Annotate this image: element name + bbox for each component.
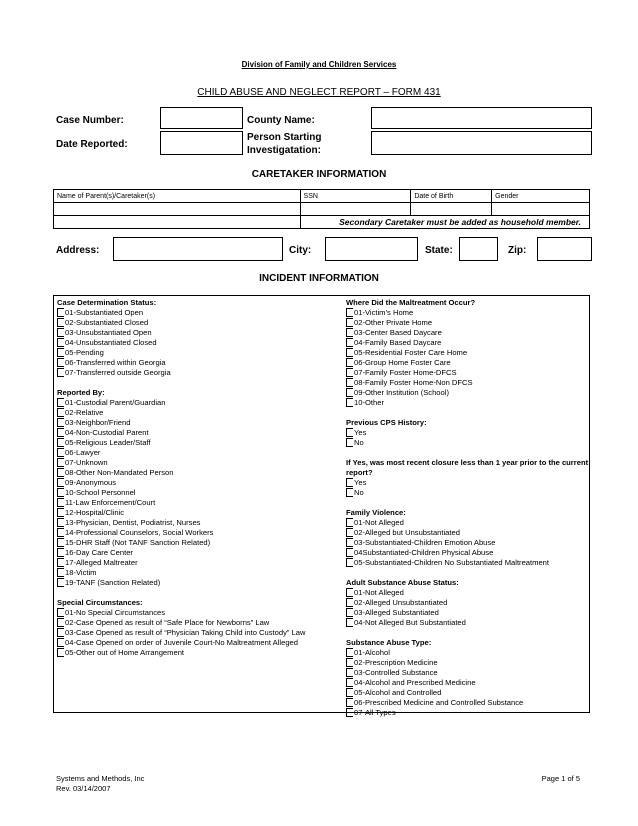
group-title: Previous CPS History:: [346, 418, 427, 427]
checkbox-icon[interactable]: [346, 398, 353, 407]
checkbox-option[interactable]: [346, 398, 589, 408]
checkbox-icon[interactable]: [57, 608, 64, 617]
checkbox-option[interactable]: [346, 668, 589, 678]
col-header-dob: Date of Birth: [411, 190, 492, 203]
option-label: 07-Family Foster Home-DFCS: [354, 368, 457, 377]
checkbox-icon[interactable]: [346, 588, 353, 597]
checkbox-icon[interactable]: [57, 448, 64, 457]
option-label: 07-Transferred outside Georgia: [65, 368, 171, 377]
checkbox-option[interactable]: [57, 538, 343, 548]
checkbox-option[interactable]: [346, 678, 589, 688]
option-label: 02-Alleged but Unsubstantiated: [354, 528, 460, 537]
option-label: 02-Relative: [65, 408, 104, 417]
option-label: 05-Alcohol and Controlled: [354, 688, 442, 697]
option-label: 05-Other out of Home Arrangement: [65, 648, 185, 657]
option-label: 01-Victim’s Home: [354, 308, 414, 317]
checkbox-option[interactable]: [57, 438, 343, 448]
checkbox-option[interactable]: [57, 358, 343, 368]
option-label: No: [354, 438, 364, 447]
checkbox-option[interactable]: [57, 528, 343, 538]
option-label: 04-Family Based Daycare: [354, 338, 442, 347]
checkbox-option[interactable]: [57, 368, 343, 378]
option-label: 08-Family Foster Home-Non DFCS: [354, 378, 473, 387]
col-header-ssn: SSN: [300, 190, 411, 203]
checkbox-icon[interactable]: [57, 328, 64, 337]
checkbox-option[interactable]: [57, 558, 343, 568]
checkbox-option[interactable]: [57, 608, 343, 618]
checkbox-option[interactable]: [57, 568, 343, 578]
checkbox-option[interactable]: [57, 578, 343, 588]
checkbox-icon[interactable]: [346, 648, 353, 657]
option-label: 02-Case Opened as result of “Safe Place for Newborns” Law: [65, 618, 270, 627]
checkbox-icon[interactable]: [57, 518, 64, 527]
option-label: 05-Religious Leader/Staff: [65, 438, 151, 447]
caretaker-dob-cell[interactable]: [411, 203, 492, 216]
checkbox-option[interactable]: [346, 688, 589, 698]
checkbox-option[interactable]: [346, 428, 589, 438]
checkbox-icon[interactable]: [57, 498, 64, 507]
checkbox-option[interactable]: [57, 648, 343, 658]
option-label: 05-Substantiated-Children No Substantiated Maltreatment: [354, 558, 550, 567]
group-title: Substance Abuse Type:: [346, 638, 432, 647]
incident-right-column: [346, 298, 589, 718]
col-header-gender: Gender: [492, 190, 590, 203]
date-reported-field[interactable]: [160, 131, 243, 155]
checkbox-option[interactable]: [57, 348, 343, 358]
group-adult-substance-abuse-status: [346, 578, 589, 628]
checkbox-icon[interactable]: [57, 398, 64, 407]
caretaker-gender-cell[interactable]: [492, 203, 590, 216]
checkbox-icon[interactable]: [346, 338, 353, 347]
checkbox-option[interactable]: [346, 538, 589, 548]
checkbox-icon[interactable]: [346, 658, 353, 667]
checkbox-icon[interactable]: [346, 608, 353, 617]
checkbox-option[interactable]: [57, 398, 343, 408]
checkbox-option[interactable]: [57, 448, 343, 458]
checkbox-icon[interactable]: [57, 638, 64, 647]
checkbox-icon[interactable]: [346, 348, 353, 357]
checkbox-option[interactable]: [57, 518, 343, 528]
checkbox-icon[interactable]: [57, 348, 64, 357]
checkbox-icon[interactable]: [346, 558, 353, 567]
checkbox-icon[interactable]: [346, 308, 353, 317]
checkbox-option[interactable]: [346, 328, 589, 338]
county-name-field[interactable]: [371, 107, 592, 129]
checkbox-option[interactable]: [57, 428, 343, 438]
checkbox-option[interactable]: [346, 308, 589, 318]
footer-page-number: Page 1 of 5: [541, 774, 580, 783]
option-label: 04-Case Opened on order of Juvenile Court-No Maltreatment Alleged: [65, 638, 299, 647]
zip-field[interactable]: [537, 237, 592, 261]
checkbox-icon[interactable]: [346, 598, 353, 607]
checkbox-icon[interactable]: [57, 458, 64, 467]
checkbox-icon[interactable]: [346, 318, 353, 327]
group-where-did-the-maltreatment-occur: [346, 298, 589, 408]
option-label: 02-Alleged Unsubstantiated: [354, 598, 448, 607]
checkbox-option[interactable]: [346, 698, 589, 708]
incident-panel: [53, 295, 590, 717]
footer-company: Systems and Methods, Inc: [56, 774, 145, 783]
option-label: 13-Physician, Dentist, Podiatrist, Nurses: [65, 518, 201, 527]
option-label: 10-Other: [354, 398, 384, 407]
caretaker-note-row: [54, 216, 590, 229]
case-number-field[interactable]: [160, 107, 243, 129]
option-label: 16-Day Care Center: [65, 548, 133, 557]
checkbox-option[interactable]: [57, 328, 343, 338]
option-label: 10-School Personnel: [65, 488, 136, 497]
checkbox-icon[interactable]: [57, 548, 64, 557]
checkbox-icon[interactable]: [346, 358, 353, 367]
group-family-violence: [346, 508, 589, 568]
checkbox-icon[interactable]: [57, 538, 64, 547]
option-label: 03-Neighbor/Friend: [65, 418, 131, 427]
checkbox-option[interactable]: [57, 408, 343, 418]
option-label: 02-Other Private Home: [354, 318, 433, 327]
option-label: 03-Case Opened as result of “Physician Taking Child into Custody” Law: [65, 628, 306, 637]
checkbox-option[interactable]: [346, 338, 589, 348]
secondary-caretaker-note: Secondary Caretaker must be added as household member.: [300, 216, 589, 229]
option-label: 04-Unsubstantiated Closed: [65, 338, 157, 347]
checkbox-icon[interactable]: [57, 568, 64, 577]
option-label: 12-Hospital/Clinic: [65, 508, 125, 517]
checkbox-option[interactable]: [57, 308, 343, 318]
option-label: 09-Other Institution (School): [354, 388, 449, 397]
checkbox-icon[interactable]: [57, 338, 64, 347]
option-label: 06-Lawyer: [65, 448, 101, 457]
option-label: 04Substantiated-Children Physical Abuse: [354, 548, 494, 557]
option-label: Yes: [354, 428, 367, 437]
checkbox-icon[interactable]: [57, 438, 64, 447]
checkbox-icon[interactable]: [346, 678, 353, 687]
checkbox-option[interactable]: [346, 518, 589, 528]
checkbox-icon[interactable]: [346, 668, 353, 677]
checkbox-option[interactable]: [346, 648, 589, 658]
checkbox-icon[interactable]: [346, 488, 353, 497]
checkbox-icon[interactable]: [57, 478, 64, 487]
group-title: Special Circumstances:: [57, 598, 143, 607]
checkbox-option[interactable]: [346, 618, 589, 628]
checkbox-option[interactable]: [57, 618, 343, 628]
checkbox-option[interactable]: [57, 508, 343, 518]
checkbox-icon[interactable]: [57, 648, 64, 657]
group-title: Family Violence:: [346, 508, 406, 517]
caretaker-row: [54, 203, 590, 216]
option-label: Yes: [354, 478, 367, 487]
option-label: 06-Group Home Foster Care: [354, 358, 451, 367]
checkbox-option[interactable]: [57, 418, 343, 428]
checkbox-icon[interactable]: [346, 708, 353, 717]
option-label: 18-Victim: [65, 568, 97, 577]
option-label: 01-Substantiated Open: [65, 308, 144, 317]
option-label: 01-Not Alleged: [354, 518, 404, 527]
option-label: 05-Residential Foster Care Home: [354, 348, 468, 357]
address-field[interactable]: [113, 237, 283, 261]
checkbox-icon[interactable]: [57, 418, 64, 427]
group-title: Adult Substance Abuse Status:: [346, 578, 459, 587]
checkbox-option[interactable]: [346, 488, 589, 498]
option-label: 01-Alcohol: [354, 648, 390, 657]
option-label: 01-No Special Circumstances: [65, 608, 166, 617]
incident-section-title: INCIDENT INFORMATION: [259, 273, 379, 284]
checkbox-option[interactable]: [346, 588, 589, 598]
checkbox-icon[interactable]: [57, 428, 64, 437]
checkbox-icon[interactable]: [57, 308, 64, 317]
checkbox-option[interactable]: [346, 558, 589, 568]
checkbox-option[interactable]: [346, 438, 589, 448]
option-label: 03-Controlled Substance: [354, 668, 438, 677]
caretaker-header-row: [54, 190, 590, 203]
checkbox-option[interactable]: [346, 378, 589, 388]
checkbox-option[interactable]: [346, 368, 589, 378]
option-label: 08-Other Non-Mandated Person: [65, 468, 174, 477]
checkbox-option[interactable]: [57, 468, 343, 478]
option-label: 03-Substantiated-Children Emotion Abuse: [354, 538, 496, 547]
checkbox-icon[interactable]: [346, 698, 353, 707]
checkbox-option[interactable]: [57, 318, 343, 328]
form-title: CHILD ABUSE AND NEGLECT REPORT – FORM 431: [197, 87, 441, 98]
checkbox-icon[interactable]: [346, 518, 353, 527]
group-title: Case Determination Status:: [57, 298, 157, 307]
address-label: Address:: [56, 245, 100, 256]
date-reported-label: Date Reported:: [56, 139, 128, 150]
option-label: 02-Substantiated Closed: [65, 318, 149, 327]
option-label: 09-Anonymous: [65, 478, 117, 487]
checkbox-icon[interactable]: [57, 408, 64, 417]
col-header-name: Name of Parent(s)/Caretaker(s): [54, 190, 301, 203]
checkbox-icon[interactable]: [346, 528, 353, 537]
checkbox-icon[interactable]: [57, 358, 64, 367]
state-label: State:: [425, 245, 453, 256]
footer-revision: Rev. 03/14/2007: [56, 784, 111, 793]
option-label: 15-DHR Staff (Not TANF Sanction Related): [65, 538, 211, 547]
checkbox-icon[interactable]: [346, 368, 353, 377]
checkbox-option[interactable]: [57, 338, 343, 348]
checkbox-icon[interactable]: [346, 548, 353, 557]
checkbox-icon[interactable]: [57, 368, 64, 377]
caretaker-blank-cell: [54, 216, 301, 229]
case-number-label: Case Number:: [56, 115, 124, 126]
group-case-determination-status: [57, 298, 343, 378]
checkbox-icon[interactable]: [346, 378, 353, 387]
checkbox-option[interactable]: [346, 318, 589, 328]
zip-label: Zip:: [508, 245, 527, 256]
group-substance-abuse-type: [346, 638, 589, 718]
checkbox-icon[interactable]: [346, 538, 353, 547]
group-previous-cps-history: [346, 418, 589, 448]
county-name-label: County Name:: [247, 115, 315, 126]
checkbox-option[interactable]: [57, 488, 343, 498]
checkbox-option[interactable]: [346, 598, 589, 608]
incident-left-column: [57, 298, 343, 658]
group-reported-by: [57, 388, 343, 588]
checkbox-icon[interactable]: [346, 428, 353, 437]
checkbox-icon[interactable]: [346, 328, 353, 337]
checkbox-option[interactable]: [57, 638, 343, 648]
option-label: 03-Alleged Substantiated: [354, 608, 439, 617]
option-label: 03-Unsubstantiated Open: [65, 328, 152, 337]
checkbox-icon[interactable]: [346, 618, 353, 627]
option-label: 01-Not Alleged: [354, 588, 404, 597]
option-label: 19-TANF (Sanction Related): [65, 578, 161, 587]
option-label: 02-Prescription Medicine: [354, 658, 438, 667]
option-label: 04-Alcohol and Prescribed Medicine: [354, 678, 476, 687]
checkbox-option[interactable]: [346, 658, 589, 668]
division-heading: Division of Family and Children Services: [241, 60, 397, 69]
caretaker-section-title: CARETAKER INFORMATION: [251, 169, 387, 180]
checkbox-option[interactable]: [57, 478, 343, 488]
checkbox-icon[interactable]: [57, 488, 64, 497]
checkbox-icon[interactable]: [57, 628, 64, 637]
checkbox-option[interactable]: [346, 548, 589, 558]
checkbox-icon[interactable]: [346, 688, 353, 697]
checkbox-option[interactable]: [57, 548, 343, 558]
checkbox-icon[interactable]: [57, 468, 64, 477]
checkbox-option[interactable]: [346, 478, 589, 488]
checkbox-option[interactable]: [346, 358, 589, 368]
option-label: 05-Pending: [65, 348, 104, 357]
person-starting-label: Person Starting Investigatation:: [247, 132, 322, 156]
option-label: 06-Prescribed Medicine and Controlled Substance: [354, 698, 524, 707]
checkbox-icon[interactable]: [346, 388, 353, 397]
option-label: No: [354, 488, 364, 497]
state-field[interactable]: [459, 237, 498, 261]
option-label: 06-Transferred within Georgia: [65, 358, 166, 367]
caretaker-name-cell[interactable]: [54, 203, 301, 216]
caretaker-ssn-cell[interactable]: [300, 203, 411, 216]
option-label: 11-Law Enforcement/Court: [65, 498, 156, 507]
checkbox-icon[interactable]: [57, 528, 64, 537]
option-label: 07-Unknown: [65, 458, 108, 467]
group-if-yes-was-most-recent-closure-less-than: [346, 458, 589, 498]
group-special-circumstances: [57, 598, 343, 658]
city-field[interactable]: [325, 237, 418, 261]
checkbox-option[interactable]: [346, 708, 589, 718]
checkbox-icon[interactable]: [346, 478, 353, 487]
checkbox-icon[interactable]: [57, 318, 64, 327]
checkbox-option[interactable]: [346, 528, 589, 538]
option-label: 17-Alleged Maltreater: [65, 558, 138, 567]
person-starting-field[interactable]: [371, 131, 592, 155]
checkbox-option[interactable]: [346, 388, 589, 398]
group-title: If Yes, was most recent closure less than 1 year prior to the current report?: [346, 458, 589, 477]
option-label: 14-Professional Counselors, Social Workers: [65, 528, 214, 537]
checkbox-option[interactable]: [346, 348, 589, 358]
checkbox-option[interactable]: [57, 628, 343, 638]
checkbox-option[interactable]: [57, 458, 343, 468]
checkbox-icon[interactable]: [57, 618, 64, 627]
city-label: City:: [289, 245, 312, 256]
group-title: Reported By:: [57, 388, 105, 397]
checkbox-option[interactable]: [346, 608, 589, 618]
group-title: Where Did the Maltreatment Occur?: [346, 298, 476, 307]
option-label: 03-Center Based Daycare: [354, 328, 442, 337]
footer-left: [56, 774, 144, 794]
option-label: 04-Not Alleged But Substantiated: [354, 618, 466, 627]
checkbox-icon[interactable]: [57, 578, 64, 587]
caretaker-table: [53, 189, 590, 229]
checkbox-icon[interactable]: [346, 438, 353, 447]
option-label: 07-All Types: [354, 708, 396, 717]
checkbox-option[interactable]: [57, 498, 343, 508]
option-label: 04-Non-Custodial Parent: [65, 428, 149, 437]
checkbox-icon[interactable]: [57, 508, 64, 517]
checkbox-icon[interactable]: [57, 558, 64, 567]
option-label: 01-Custodial Parent/Guardian: [65, 398, 166, 407]
